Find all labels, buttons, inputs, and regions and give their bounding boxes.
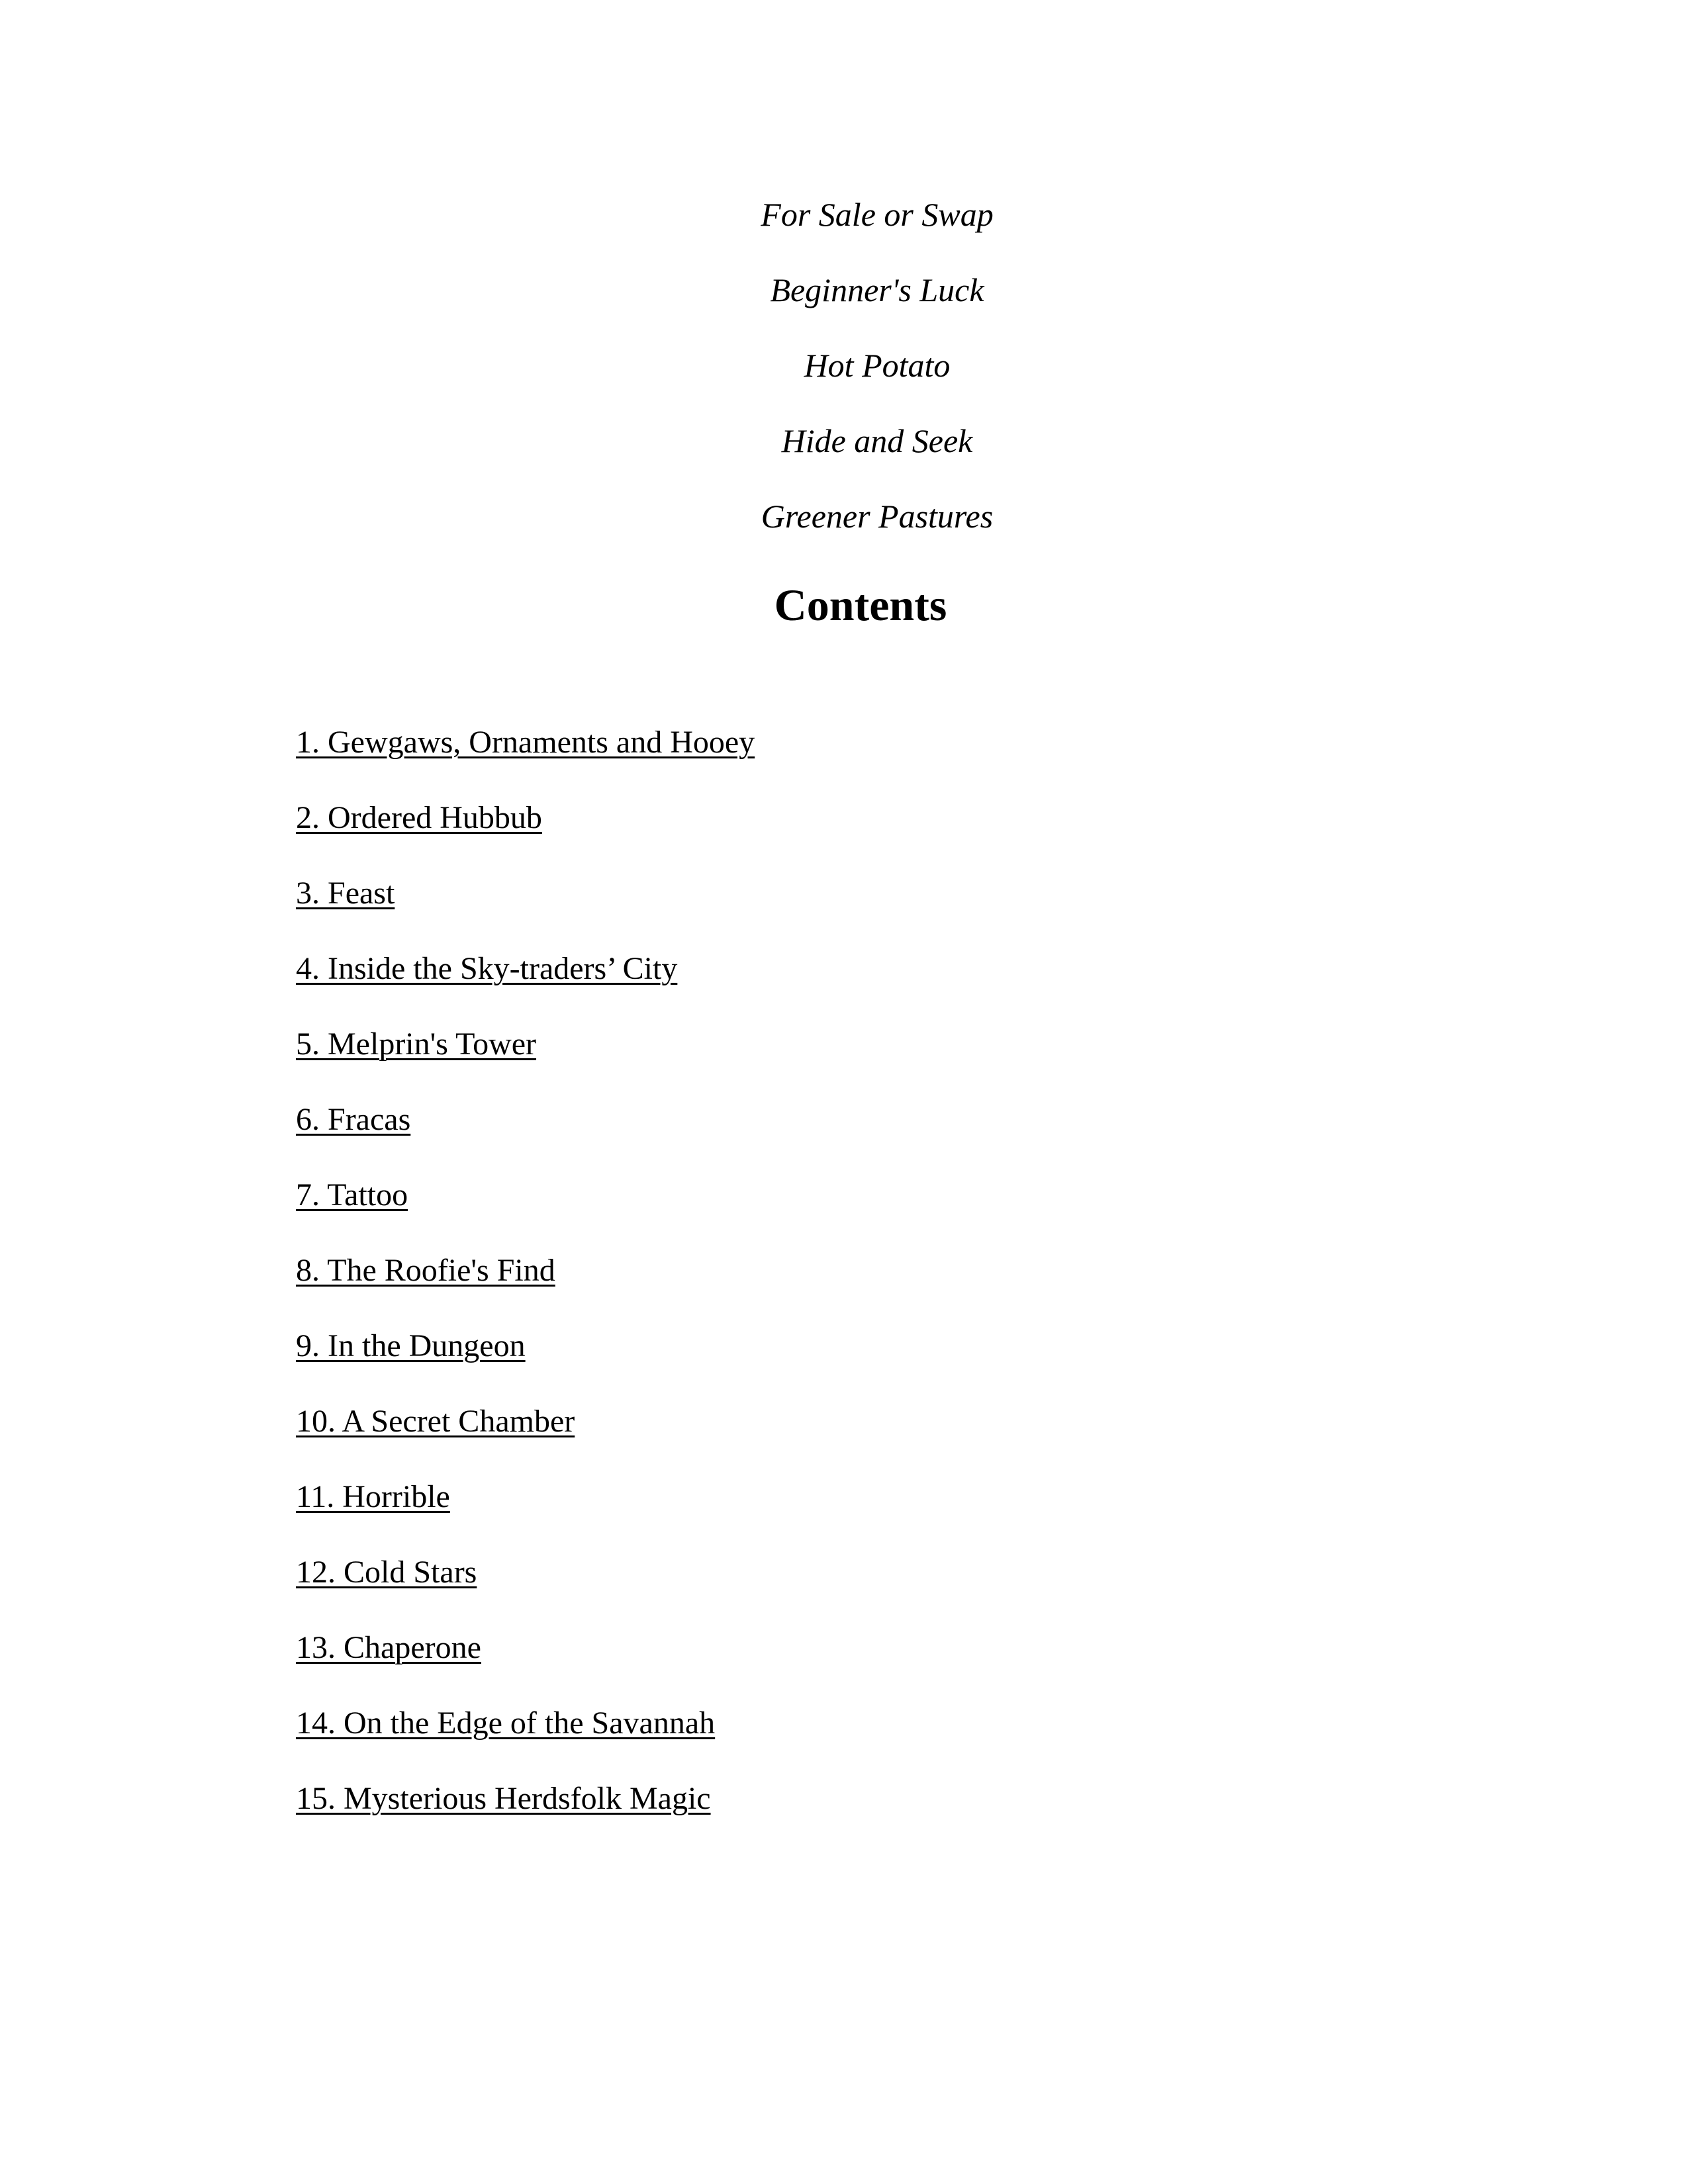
chapter-link[interactable]: 9. In the Dungeon <box>296 1328 526 1363</box>
chapter-link[interactable]: 7. Tattoo <box>296 1177 408 1212</box>
chapter-link[interactable]: 2. Ordered Hubbub <box>296 800 542 835</box>
chapter-link[interactable]: 13. Chaperone <box>296 1630 481 1665</box>
toc-item <box>296 949 677 989</box>
chapter-link[interactable]: 4. Inside the Sky-traders’ City <box>296 951 678 986</box>
chapter-link[interactable]: 10. A Secret Chamber <box>296 1404 575 1439</box>
toc-item <box>296 874 395 913</box>
toc-item <box>296 723 755 762</box>
book-title: Greener Pastures <box>761 498 994 535</box>
toc-item <box>296 1779 711 1819</box>
toc-item <box>296 1251 555 1291</box>
toc-item <box>296 798 542 838</box>
book-title: For Sale or Swap <box>761 196 994 233</box>
chapter-link[interactable]: 15. Mysterious Herdsfolk Magic <box>296 1781 711 1816</box>
chapter-link[interactable]: 8. The Roofie's Find <box>296 1253 555 1288</box>
toc-item <box>296 1175 408 1215</box>
book-title: Beginner's Luck <box>770 271 984 308</box>
table-of-contents <box>296 0 1289 2184</box>
chapter-link[interactable]: 12. Cold Stars <box>296 1555 477 1590</box>
book-title: Hot Potato <box>804 347 951 384</box>
toc-item <box>296 1477 450 1517</box>
toc-item <box>296 1553 477 1592</box>
toc-item <box>296 1402 575 1441</box>
chapter-link[interactable]: 14. On the Edge of the Savannah <box>296 1706 716 1741</box>
toc-item <box>296 1704 715 1743</box>
toc-item <box>296 1628 481 1668</box>
chapter-link[interactable]: 11. Horrible <box>296 1479 450 1514</box>
toc-item <box>296 1100 410 1140</box>
toc-item <box>296 1024 536 1064</box>
toc-item <box>296 1326 526 1366</box>
chapter-link[interactable]: 1. Gewgaws, Ornaments and Hooey <box>296 725 755 760</box>
book-title: Hide and Seek <box>781 422 973 459</box>
chapter-link[interactable]: 6. Fracas <box>296 1102 411 1137</box>
chapter-link[interactable]: 5. Melprin's Tower <box>296 1026 537 1062</box>
chapter-link[interactable]: 3. Feast <box>296 876 395 911</box>
contents-heading: Contents <box>774 580 947 630</box>
